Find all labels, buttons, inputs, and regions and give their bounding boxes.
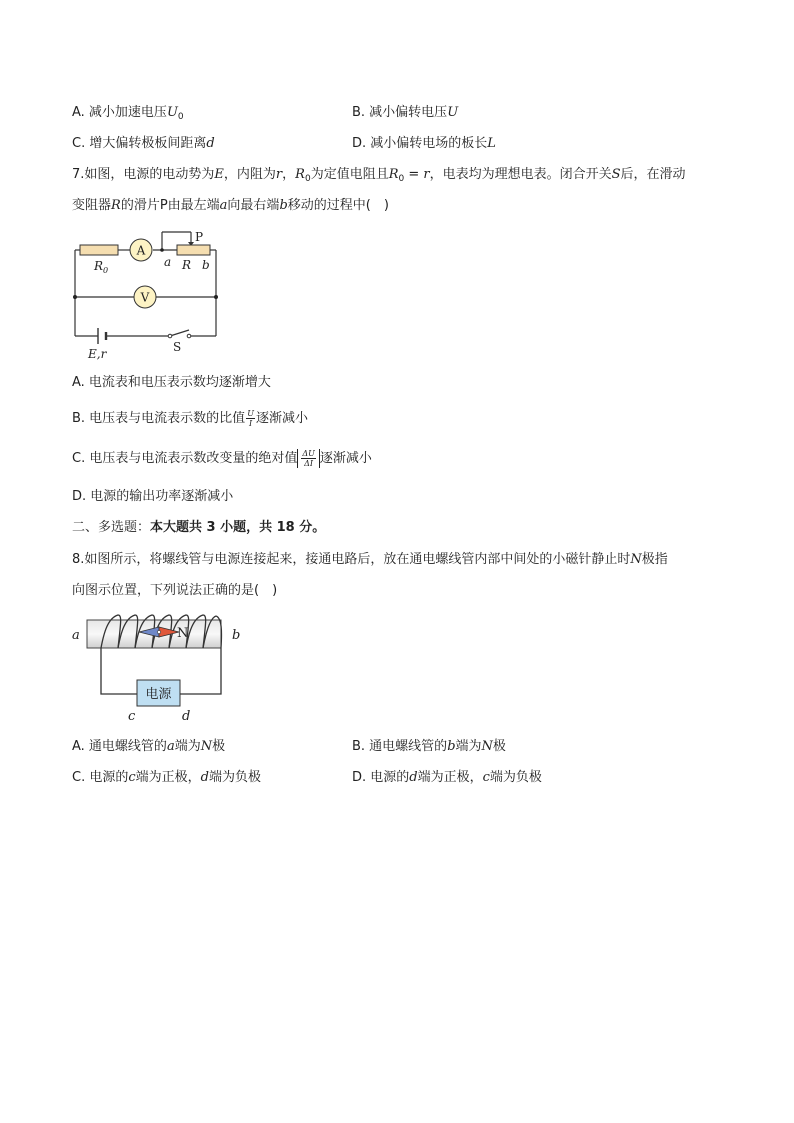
voltmeter-label: V [140, 290, 150, 305]
q8-option-a: A. 通电螺线管的a端为N极 [72, 739, 226, 754]
d-terminal-label: d [182, 709, 191, 724]
q8-solenoid-diagram [66, 612, 256, 727]
needle-n-label: N [177, 626, 189, 641]
junction-dot [214, 295, 218, 299]
b-terminal-label: b [202, 258, 210, 272]
q7-option-a: A. 电流表和电压表示数均逐渐增大 [72, 375, 271, 390]
q6-option-b: B. 减小偏转电压U [352, 105, 459, 120]
q7-circuit-diagram [60, 224, 230, 364]
rheostat [177, 245, 210, 255]
section-header-multi-choice: 二、多选题：本大题共 3 小题，共 18 分。 [72, 520, 326, 535]
q8-option-d: D. 电源的d端为正极，c端为负极 [352, 770, 542, 785]
battery-label: E,r [88, 347, 107, 361]
p-label: P [195, 230, 204, 244]
switch-contact [187, 334, 191, 338]
r-label: R [182, 258, 192, 272]
q6-option-a: A. 减小加速电压$U_0$ [72, 105, 184, 122]
abs-value [297, 449, 320, 468]
q8-stem-line1: 8.如图所示，将螺线管与电源连接起来，接通电路后，放在通电螺线管内部中间处的小磁针静止时N极指 [72, 552, 668, 567]
q8-stem-line2: 向图示位置，下列说法正确的是( ) [72, 583, 278, 598]
r0-resistor [80, 245, 118, 255]
switch-pivot [168, 334, 172, 338]
fraction-du-over-di: $\frac{\Delta U}{\Delta I}$ [302, 449, 315, 468]
q6-option-d: D. 减小偏转电场的板长L [352, 136, 496, 151]
fraction-u-over-i: $\frac{U}{I}$ [247, 409, 254, 428]
ammeter-label: A [136, 243, 146, 258]
r0-label: $R_0$ [94, 259, 109, 275]
junction-dot [160, 248, 164, 252]
q7-option-b: B. 电压表与电流表示数的比值 $\frac{U}{I}$ 逐渐减小 [72, 409, 308, 428]
junction-dot [73, 295, 77, 299]
switch-label: S [173, 340, 182, 354]
b-end-label: b [232, 628, 241, 643]
needle-pivot [157, 630, 160, 633]
q8-option-b: B. 通电螺线管的b端为N极 [352, 739, 506, 754]
c-terminal-label: c [128, 709, 136, 724]
a-terminal-label: a [164, 255, 172, 269]
q7-option-d: D. 电源的输出功率逐渐减小 [72, 489, 234, 504]
q7-stem-line1: 7.如图，电源的电动势为E，内阻为r，$R_0$为定值电阻且$R_0 = r$，电表均为理想电表。闭合开关S后，在滑动 [72, 167, 686, 184]
a-end-label: a [72, 628, 80, 643]
power-supply-label: 电源 [145, 687, 172, 702]
q6-option-c: C. 增大偏转极板间距离d [72, 136, 215, 151]
q7-option-c: C. 电压表与电流表示数改变量的绝对值 $\frac{\Delta U}{\Delta I}$ 逐渐减小 [72, 449, 372, 468]
q8-option-c: C. 电源的c端为正极，d端为负极 [72, 770, 261, 785]
q7-stem-line2: 变阻器R的滑片P由最左端a向最右端b移动的过程中( ) [72, 198, 389, 213]
